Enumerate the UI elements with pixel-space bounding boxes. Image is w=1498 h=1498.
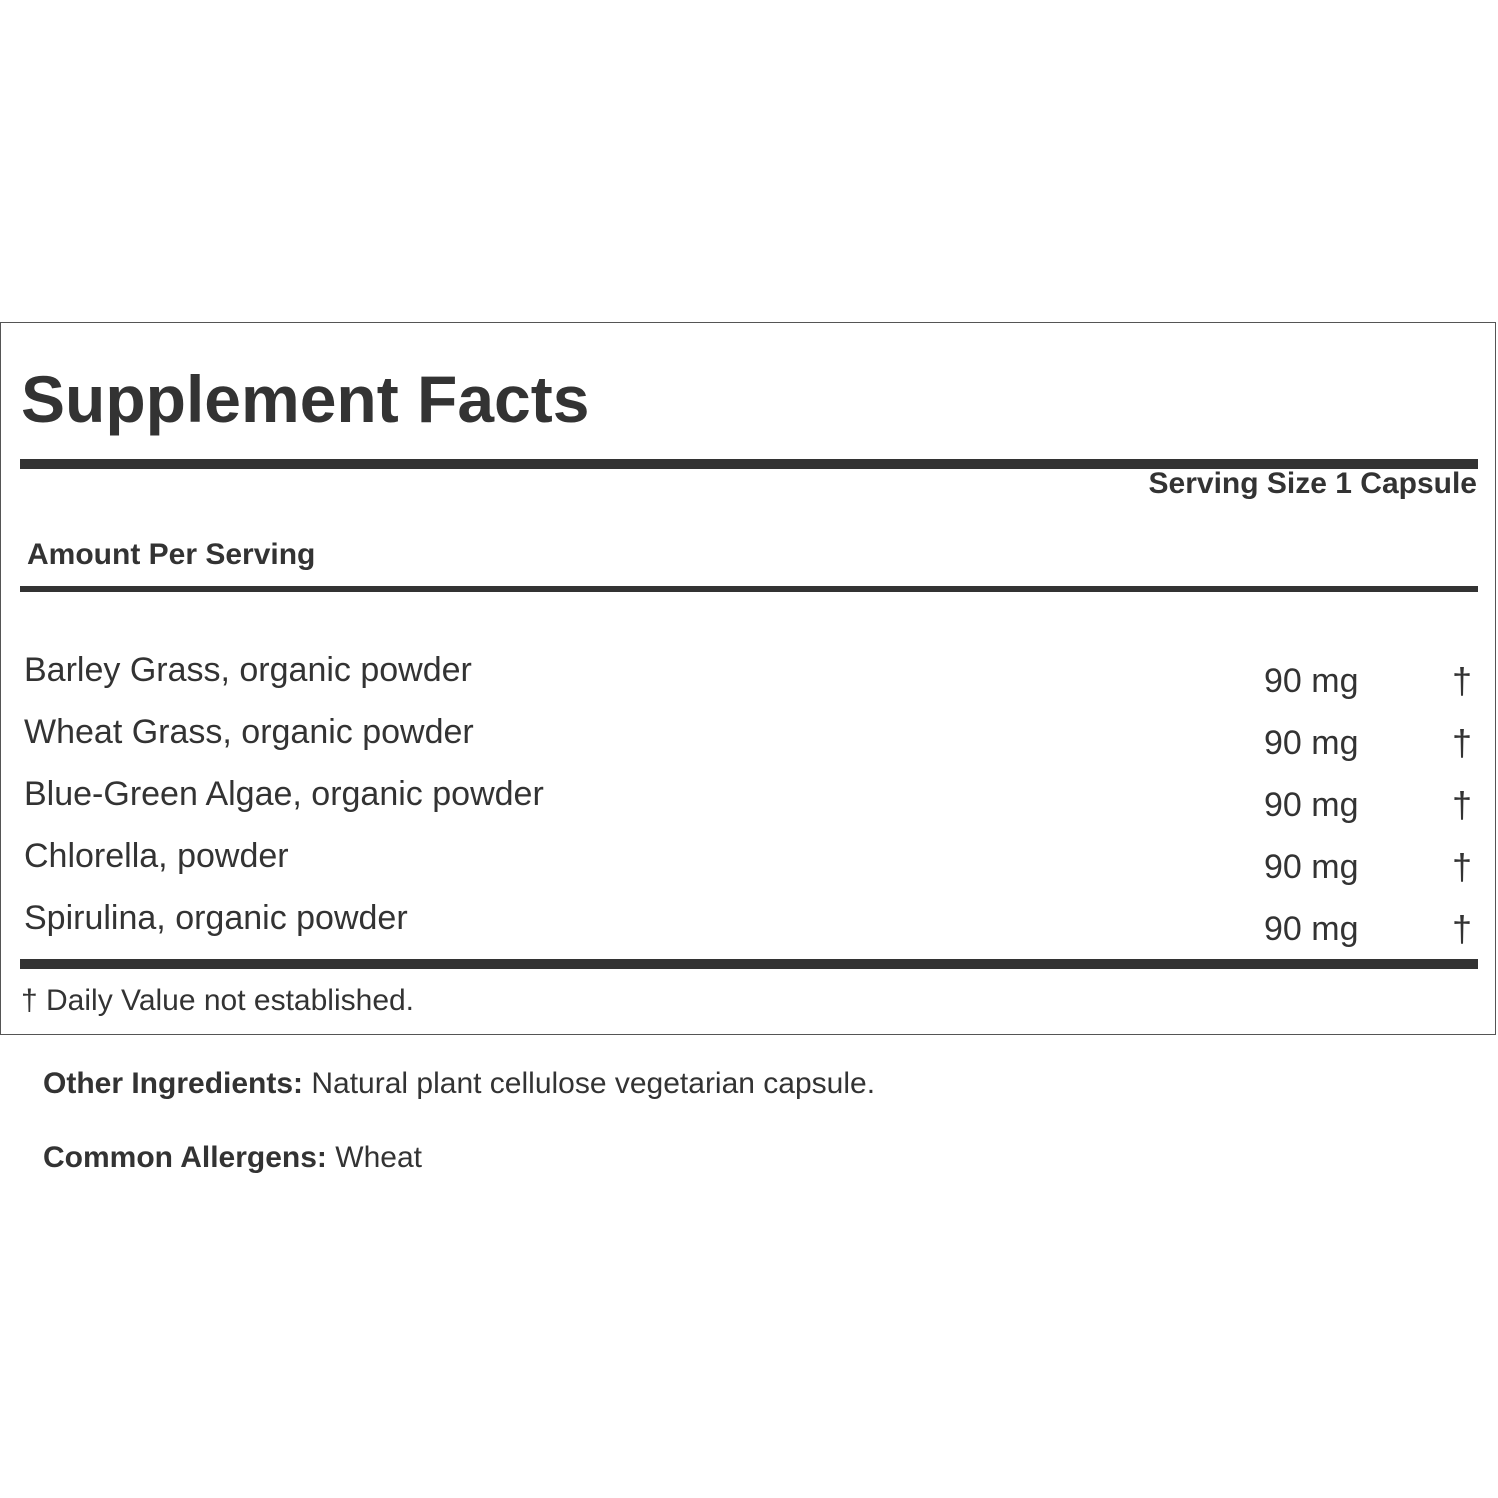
daily-value-dagger: †: [1452, 784, 1473, 825]
ingredient-row: [0, 770, 1498, 832]
daily-value-dagger: †: [1452, 846, 1473, 887]
ingredient-list: [0, 646, 1498, 956]
common-allergens-value: Wheat: [326, 1141, 422, 1174]
divider-middle: [20, 586, 1478, 592]
ingredient-name: Wheat Grass, organic powder: [24, 713, 474, 751]
ingredient-row: [0, 708, 1498, 770]
ingredient-row: [0, 894, 1498, 956]
other-ingredients: [43, 1064, 875, 1104]
common-allergens: [43, 1138, 422, 1178]
other-ingredients-label: Other Ingredients:: [43, 1067, 304, 1100]
daily-value-footnote: † Daily Value not established.: [21, 984, 415, 1017]
daily-value-dagger: †: [1452, 908, 1473, 949]
amount-per-serving-label: Amount Per Serving: [27, 538, 316, 571]
ingredient-amount: 90 mg: [1264, 848, 1359, 886]
ingredient-amount: 90 mg: [1264, 786, 1359, 824]
page-title: Supplement Facts: [21, 362, 590, 436]
ingredient-name: Barley Grass, organic powder: [24, 651, 472, 689]
ingredient-amount: 90 mg: [1264, 724, 1359, 762]
daily-value-dagger: †: [1452, 722, 1473, 763]
common-allergens-label: Common Allergens:: [43, 1141, 327, 1174]
ingredient-name: Spirulina, organic powder: [24, 899, 408, 937]
ingredient-row: [0, 832, 1498, 894]
serving-size: Serving Size 1 Capsule: [1148, 467, 1477, 500]
other-ingredients-value: Natural plant cellulose vegetarian capsule.: [303, 1067, 876, 1100]
thick-divider-bottom: [20, 959, 1478, 969]
daily-value-dagger: †: [1452, 660, 1473, 701]
ingredient-name: Blue-Green Algae, organic powder: [24, 775, 544, 813]
ingredient-row: [0, 646, 1498, 708]
ingredient-amount: 90 mg: [1264, 662, 1359, 700]
ingredient-name: Chlorella, powder: [24, 837, 289, 875]
ingredient-amount: 90 mg: [1264, 910, 1359, 948]
